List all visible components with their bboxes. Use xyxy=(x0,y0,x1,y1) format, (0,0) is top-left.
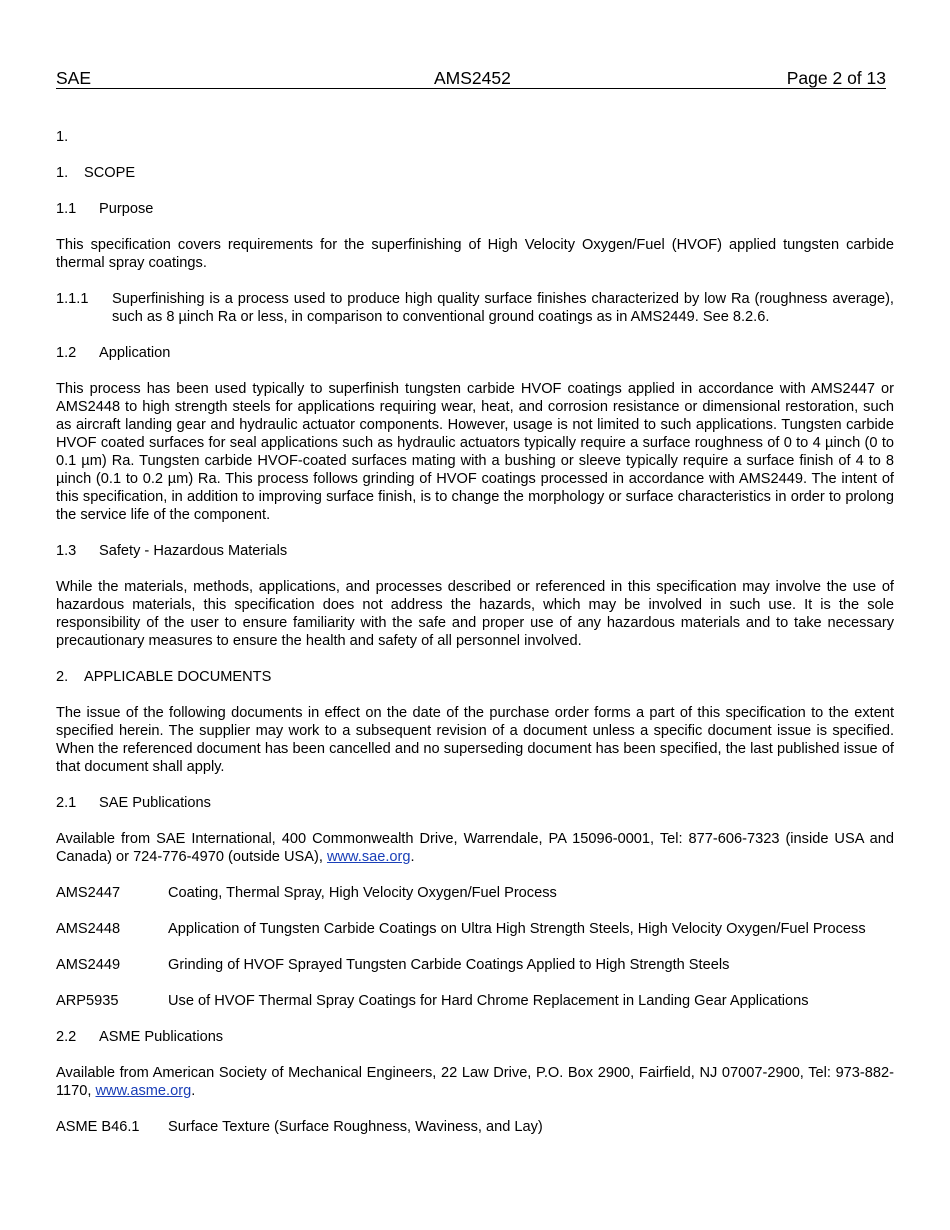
section-title: SCOPE xyxy=(84,165,136,181)
section-1-heading xyxy=(56,164,894,182)
doc-id: AMS2448 xyxy=(56,921,121,937)
period: . xyxy=(191,1083,196,1099)
section-1-3-text: While the materials, methods, applications, and processes described or referenced in this specification may involve the use of hazardous materials, this specification does not address the hazards, which may be involved in such use. It is the sole responsibility of the user to ensure familiarity with the safe and proper use of any hazardous materials and to take necessary precautionary measures to ensure the health and safety of all personnel involved. xyxy=(56,579,894,649)
doc-row xyxy=(56,992,894,1010)
section-1-1-heading xyxy=(56,200,894,218)
section-title: APPLICABLE DOCUMENTS xyxy=(84,669,272,685)
section-1-1-1 xyxy=(56,290,894,326)
doc-row xyxy=(56,884,894,902)
doc-id: ASME B46.1 xyxy=(56,1119,140,1135)
stray-section-number: 1. xyxy=(56,129,69,145)
section-text: Superfinishing is a process used to produce high quality surface finishes characterized by low Ra (roughness average), such as 8 µinch Ra or less, in comparison to conventional ground coatings as in AMS2449. See 8.2.6. xyxy=(112,291,894,325)
doc-title: Use of HVOF Thermal Spray Coatings for Hard Chrome Replacement in Landing Gear Applications xyxy=(168,993,809,1009)
sae-website-link[interactable]: www.sae.org xyxy=(326,849,411,865)
asme-website-link[interactable]: www.asme.org xyxy=(95,1083,192,1099)
section-number: 1.2 xyxy=(56,345,77,361)
section-title: Application xyxy=(99,345,171,361)
section-number: 2.2 xyxy=(56,1029,77,1045)
section-2-1-heading xyxy=(56,794,894,812)
section-title: ASME Publications xyxy=(99,1029,224,1045)
section-title: SAE Publications xyxy=(99,795,211,811)
section-2-heading xyxy=(56,668,894,686)
section-2-text: The issue of the following documents in effect on the date of the purchase order forms a part of this specification to the extent specified herein. The supplier may work to a subsequent revision of a document unless a specific document issue is specified. When the referenced document has been cancelled and no superseding document has been specified, the last published issue of that document shall apply. xyxy=(56,705,894,775)
doc-row xyxy=(56,920,894,938)
section-number: 1.1 xyxy=(56,201,77,217)
period: . xyxy=(410,849,415,865)
document-body xyxy=(56,128,894,1136)
header-page-number: Page 2 of 13 xyxy=(786,68,886,88)
section-title: Safety - Hazardous Materials xyxy=(99,543,288,559)
section-2-2-text xyxy=(56,1064,894,1100)
section-1-2-text: This process has been used typically to superfinish tungsten carbide HVOF coatings applied in accordance with AMS2447 or AMS2448 to high strength steels for applications requiring wear, heat, and corrosion resistance or dimensional restoration, such as aircraft landing gear and hydraulic actuator components. However, usage is not limited to such applications. Tungsten carbide HVOF coated surfaces for seal applications such as hydraulic actuators typically require a surface roughness of 0 to 4 µinch (0 to 0.1 µm) Ra. Tungsten carbide HVOF-coated surfaces mating with a bushing or sleeve typically require a surface finish of 4 to 8 µinch (0.1 to 0.2 µm) Ra. This process follows grinding of HVOF coatings processed in accordance with AMS2449. The intent of this specification, in addition to improving surface finish, is to change the morphology or surface characteristics in order to prolong the service life of the component. xyxy=(56,381,894,523)
section-1-1-text: This specification covers requirements for the superfinishing of High Velocity Oxygen/Fuel (HVOF) applied tungsten carbide thermal spray coatings. xyxy=(56,237,894,271)
doc-id: AMS2447 xyxy=(56,885,121,901)
doc-row xyxy=(56,1118,894,1136)
header-org: SAE xyxy=(56,68,92,88)
doc-title: Grinding of HVOF Sprayed Tungsten Carbide Coatings Applied to High Strength Steels xyxy=(168,957,730,973)
section-1-2-heading xyxy=(56,344,894,362)
section-number: 2.1 xyxy=(56,795,77,811)
section-2-2-heading xyxy=(56,1028,894,1046)
availability-text: Available from American Society of Mechanical Engineers, 22 Law Drive, P.O. Box 2900, Fairfield, NJ 07007-2900, Tel: 973-882-1170, xyxy=(56,1065,894,1099)
section-number: 1.1.1 xyxy=(56,291,89,307)
doc-id: ARP5935 xyxy=(56,993,119,1009)
section-number: 2. xyxy=(56,669,69,685)
doc-title: Surface Texture (Surface Roughness, Waviness, and Lay) xyxy=(168,1119,543,1135)
doc-id: AMS2449 xyxy=(56,957,121,973)
availability-text: Available from SAE International, 400 Commonwealth Drive, Warrendale, PA 15096-0001, Tel: 877-606-7323 (inside USA and Canada) or 724-776-4970 (outside USA), xyxy=(56,831,894,865)
page-header xyxy=(56,68,886,89)
doc-row xyxy=(56,956,894,974)
header-doc-number: AMS2452 xyxy=(434,68,511,88)
section-2-1-text xyxy=(56,830,894,866)
doc-title: Coating, Thermal Spray, High Velocity Oxygen/Fuel Process xyxy=(168,885,557,901)
section-number: 1.3 xyxy=(56,543,77,559)
doc-title: Application of Tungsten Carbide Coatings on Ultra High Strength Steels, High Velocity Oxygen/Fuel Process xyxy=(168,921,866,937)
section-1-3-heading xyxy=(56,542,894,560)
section-title: Purpose xyxy=(99,201,154,217)
section-number: 1. xyxy=(56,165,69,181)
